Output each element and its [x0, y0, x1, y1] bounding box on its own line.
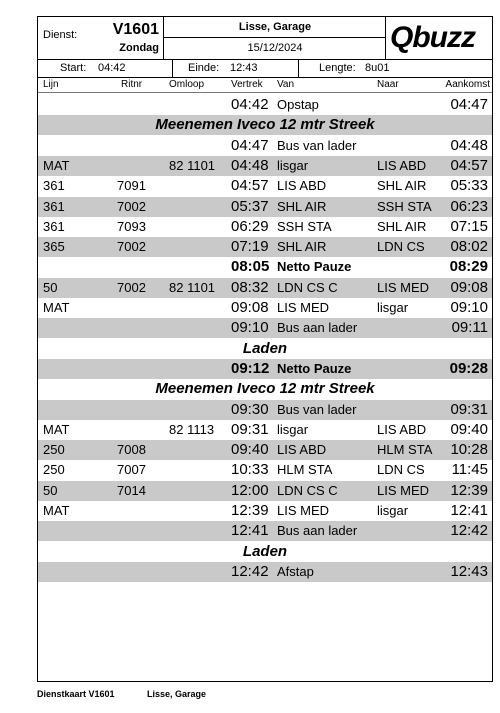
- cell-van: Netto Pauze: [277, 259, 352, 275]
- table-row: [38, 136, 492, 156]
- cell-vertrek: 08:32: [231, 278, 269, 296]
- cell-van: LIS ABD: [277, 442, 327, 458]
- column-headers: [38, 78, 492, 93]
- col-vertrek: Vertrek: [231, 79, 263, 90]
- cell-naar: LIS ABD: [377, 421, 427, 437]
- section-title: Meenemen Iveco 12 mtr Streek: [155, 116, 375, 134]
- table-row: [38, 420, 492, 440]
- times-bar: [38, 59, 492, 78]
- cell-aankomst: 04:48: [450, 136, 488, 154]
- cell-vertrek: 04:47: [231, 136, 269, 154]
- cell-vertrek: 12:39: [231, 502, 269, 519]
- section-title: Laden: [242, 542, 288, 560]
- duty-card: [37, 16, 493, 682]
- cell-lijn: MAT: [43, 421, 70, 437]
- cell-van: Netto Pauze: [277, 360, 352, 376]
- cell-ritnr: 7007: [117, 462, 146, 478]
- cell-van: Opstap: [277, 97, 319, 112]
- cell-van: SHL AIR: [277, 198, 327, 214]
- cell-naar: LIS MED: [377, 482, 430, 498]
- cell-omloop: 82 1101: [169, 279, 216, 295]
- cell-van: LDN CS C: [277, 279, 338, 295]
- cell-van: Bus aan lader: [277, 320, 358, 336]
- cell-van: lisgar: [277, 421, 309, 437]
- section-row: [38, 379, 492, 399]
- cell-van: Bus van lader: [277, 137, 357, 153]
- cell-ritnr: 7014: [117, 482, 146, 498]
- cell-vertrek: 04:42: [231, 96, 269, 113]
- section-row: [38, 542, 492, 562]
- table-row: [38, 562, 492, 582]
- start-value: 04:42: [98, 62, 126, 74]
- cell-vertrek: 04:57: [231, 177, 269, 195]
- cell-aankomst: 12:43: [450, 562, 488, 580]
- length-segment: [299, 59, 492, 77]
- header-top: [38, 17, 492, 60]
- col-omloop: Omloop: [169, 79, 205, 90]
- table-row: [38, 481, 492, 501]
- pause-row: [38, 359, 492, 379]
- cell-vertrek: 05:37: [231, 197, 269, 215]
- cell-naar: LIS ABD: [377, 157, 427, 173]
- table-row: [38, 197, 492, 217]
- cell-aankomst: 09:28: [449, 359, 488, 377]
- cell-aankomst: 09:10: [450, 299, 488, 316]
- cell-aankomst: 11:45: [451, 461, 488, 479]
- cell-aankomst: 05:33: [450, 177, 488, 195]
- cell-lijn: MAT: [43, 157, 70, 173]
- cell-ritnr: 7002: [117, 279, 146, 295]
- cell-van: LDN CS C: [277, 482, 338, 498]
- cell-naar: SSH STA: [377, 198, 432, 214]
- table-row: [38, 217, 492, 237]
- length-label: Lengte:: [319, 62, 356, 74]
- cell-vertrek: 09:08: [231, 299, 269, 316]
- cell-ritnr: 7091: [117, 178, 146, 194]
- cell-van: LIS MED: [277, 503, 330, 518]
- cell-vertrek: 04:48: [231, 156, 269, 174]
- cell-naar: HLM STA: [377, 442, 433, 458]
- table-row: [38, 298, 492, 318]
- cell-van: HLM STA: [277, 462, 333, 478]
- cell-aankomst: 04:47: [450, 96, 488, 113]
- cell-vertrek: 09:31: [231, 420, 269, 438]
- cell-naar: LDN CS: [377, 239, 425, 255]
- cell-lijn: MAT: [43, 300, 70, 315]
- cell-van: Bus van lader: [277, 401, 357, 417]
- footer-duty: Dienstkaart V1601: [37, 689, 115, 699]
- cell-lijn: MAT: [43, 503, 70, 518]
- section-title: Meenemen Iveco 12 mtr Streek: [155, 380, 375, 398]
- table-row: [38, 237, 492, 257]
- cell-lijn: 365: [43, 239, 65, 255]
- duty-box: [38, 17, 164, 59]
- cell-aankomst: 09:11: [451, 319, 488, 337]
- cell-aankomst: 08:29: [449, 258, 488, 276]
- cell-van: LIS ABD: [277, 178, 327, 194]
- cell-lijn: 50: [43, 279, 58, 295]
- section-title: Laden: [242, 339, 288, 357]
- cell-aankomst: 07:15: [450, 217, 488, 235]
- cell-aankomst: 04:57: [450, 156, 488, 174]
- cell-lijn: 361: [43, 198, 65, 214]
- duty-day: Zondag: [119, 42, 159, 54]
- cell-vertrek: 08:05: [231, 258, 270, 276]
- cell-omloop: 82 1113: [169, 421, 215, 437]
- cell-lijn: 361: [43, 178, 65, 194]
- cell-naar: SHL AIR: [377, 218, 427, 234]
- cell-omloop: 82 1101: [169, 157, 216, 173]
- pause-row: [38, 257, 492, 277]
- cell-vertrek: 09:10: [231, 319, 269, 337]
- cell-aankomst: 06:23: [450, 197, 488, 215]
- cell-vertrek: 06:29: [231, 217, 269, 235]
- end-value: 12:43: [230, 62, 258, 74]
- cell-vertrek: 09:12: [231, 359, 270, 377]
- cell-lijn: 361: [43, 218, 65, 234]
- table-row: [38, 156, 492, 176]
- col-naar: Naar: [377, 79, 399, 90]
- table-row: [38, 440, 492, 460]
- cell-lijn: 50: [43, 482, 58, 498]
- col-van: Van: [277, 79, 295, 90]
- cell-ritnr: 7093: [117, 218, 146, 234]
- cell-lijn: 250: [43, 462, 65, 478]
- cell-van: Afstap: [277, 563, 314, 579]
- cell-aankomst: 12:39: [450, 481, 488, 499]
- end-segment: [173, 59, 299, 77]
- cell-vertrek: 07:19: [231, 238, 269, 256]
- table-row: [38, 501, 492, 521]
- table-row: [38, 278, 492, 298]
- cell-van: Bus aan lader: [277, 523, 358, 539]
- end-label: Einde:: [188, 62, 220, 74]
- col-aankomst: Aankomst: [445, 79, 490, 90]
- cell-aankomst: 12:42: [450, 522, 488, 540]
- footer-location: Lisse, Garage: [147, 689, 207, 699]
- cell-van: SHL AIR: [277, 239, 327, 255]
- cell-van: lisgar: [277, 157, 309, 173]
- cell-aankomst: 12:41: [450, 502, 488, 519]
- section-row: [38, 115, 492, 135]
- cell-naar: lisgar: [377, 503, 409, 518]
- cell-lijn: 250: [43, 442, 65, 458]
- table-row: [38, 400, 492, 420]
- cell-vertrek: 10:33: [231, 461, 269, 479]
- logo-box: [386, 17, 492, 59]
- cell-aankomst: 08:02: [450, 238, 488, 256]
- col-lijn: Lijn: [43, 79, 59, 90]
- col-ritnr: Ritnr: [121, 79, 143, 90]
- cell-naar: LIS MED: [377, 279, 430, 295]
- start-segment: [38, 59, 173, 77]
- section-row: [38, 339, 492, 359]
- cell-vertrek: 09:40: [231, 441, 269, 459]
- table-row: [38, 95, 492, 115]
- cell-vertrek: 12:41: [231, 522, 269, 540]
- date: 15/12/2024: [247, 42, 303, 54]
- cell-naar: LDN CS: [377, 462, 425, 478]
- table-row: [38, 460, 492, 480]
- cell-vertrek: 09:30: [231, 400, 269, 418]
- cell-ritnr: 7002: [117, 198, 146, 214]
- cell-vertrek: 12:00: [231, 481, 269, 499]
- cell-van: LIS MED: [277, 300, 330, 315]
- duty-label: Dienst:: [43, 29, 78, 41]
- table-row: [38, 176, 492, 196]
- cell-aankomst: 09:08: [450, 278, 488, 296]
- duty-number: V1601: [112, 21, 159, 38]
- location-date-box: [164, 17, 386, 59]
- cell-van: SSH STA: [277, 218, 332, 234]
- cell-aankomst: 10:28: [450, 441, 488, 459]
- table-row: [38, 521, 492, 541]
- cell-aankomst: 09:40: [450, 420, 488, 438]
- cell-aankomst: 09:31: [450, 400, 488, 418]
- cell-ritnr: 7002: [117, 239, 146, 255]
- location: Lisse, Garage: [164, 17, 386, 38]
- cell-naar: lisgar: [377, 300, 409, 315]
- table-row: [38, 318, 492, 338]
- start-label: Start:: [60, 62, 87, 74]
- cell-naar: SHL AIR: [377, 178, 427, 194]
- cell-ritnr: 7008: [117, 442, 146, 458]
- cell-vertrek: 12:42: [231, 562, 269, 580]
- length-value: 8u01: [365, 62, 390, 74]
- qbuzz-logo: Qbuzz: [390, 21, 475, 54]
